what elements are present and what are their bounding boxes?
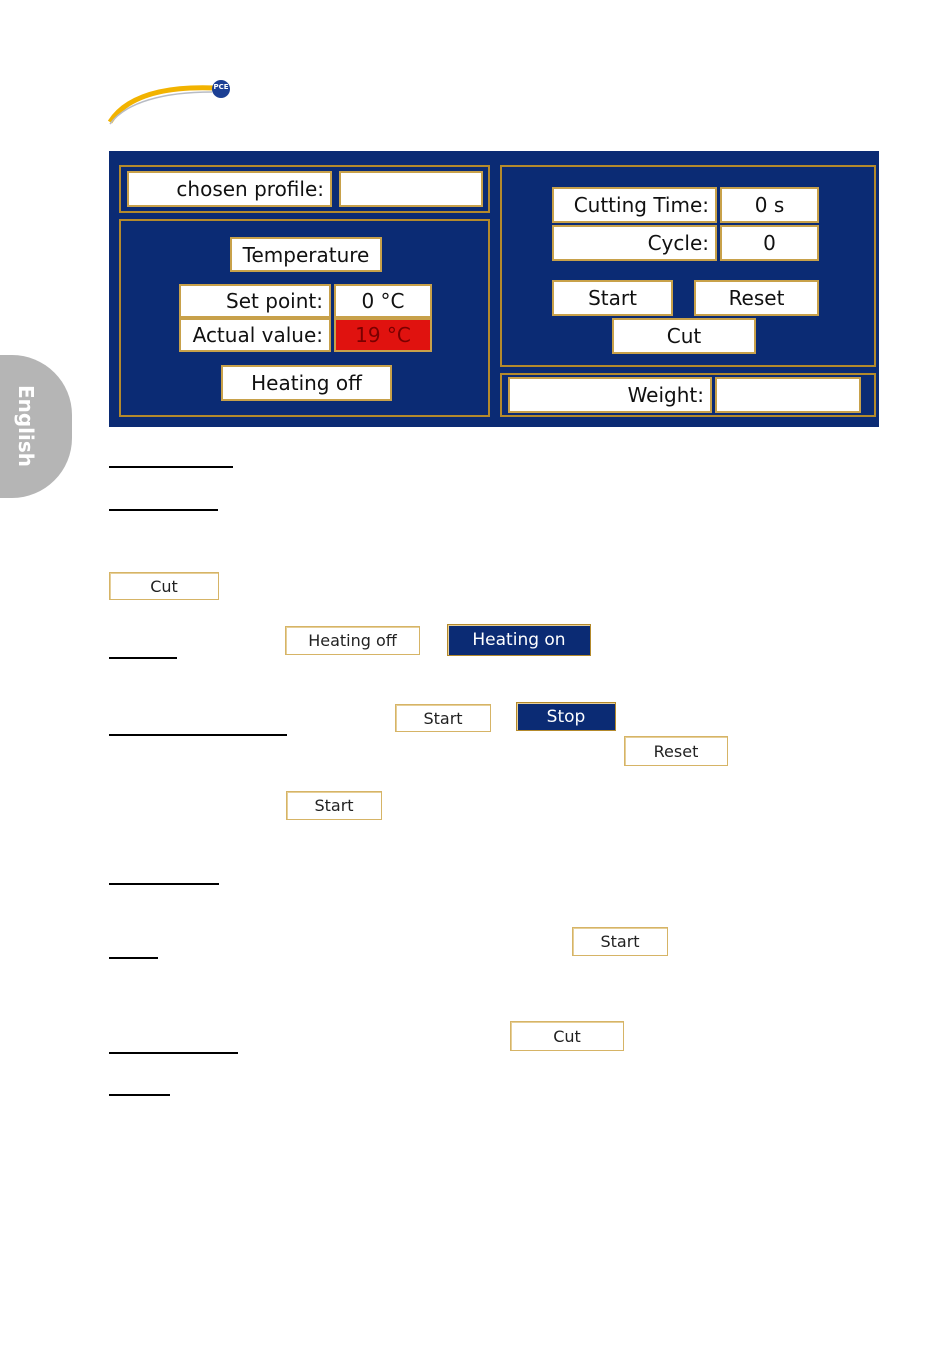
language-tab-label: English [14,384,38,468]
doc-cut-button: Cut [510,1021,624,1051]
set-point-value[interactable]: 0 °C [334,284,432,318]
doc-start-button: Start [572,927,668,956]
doc-stop-button: Stop [516,702,616,731]
actual-value-label: Actual value: [179,318,331,352]
section-heading-rule [109,883,219,885]
section-heading-rule [109,957,158,959]
doc-heating-off-button: Heating off [285,626,420,655]
doc-cut-button: Cut [109,572,219,600]
cycle-label: Cycle: [552,225,717,261]
chosen-profile-field[interactable] [339,171,483,207]
cut-button[interactable]: Cut [612,318,756,354]
temperature-heading: Temperature [230,237,382,272]
doc-start-button: Start [395,704,491,732]
set-point-label: Set point: [179,284,331,318]
weight-label: Weight: [508,377,712,413]
cutting-time-value: 0 s [720,187,819,223]
section-heading-rule [109,466,233,468]
chosen-profile-label: chosen profile: [127,171,332,207]
weight-value [715,377,861,413]
section-heading-rule [109,734,287,736]
reset-button[interactable]: Reset [694,280,819,316]
section-heading-rule [109,1094,170,1096]
doc-heating-on-button: Heating on [447,624,591,656]
section-heading-rule [109,509,218,511]
start-button[interactable]: Start [552,280,673,316]
cycle-value: 0 [720,225,819,261]
heating-toggle-button[interactable]: Heating off [221,365,392,401]
logo-badge-text: PCE [213,83,229,91]
section-heading-rule [109,657,177,659]
pce-logo [108,80,248,128]
actual-value-display: 19 °C [334,318,432,352]
cutting-time-label: Cutting Time: [552,187,717,223]
hmi-panel [109,151,879,427]
section-heading-rule [109,1052,238,1054]
doc-start-button: Start [286,791,382,820]
doc-reset-button: Reset [624,736,728,766]
